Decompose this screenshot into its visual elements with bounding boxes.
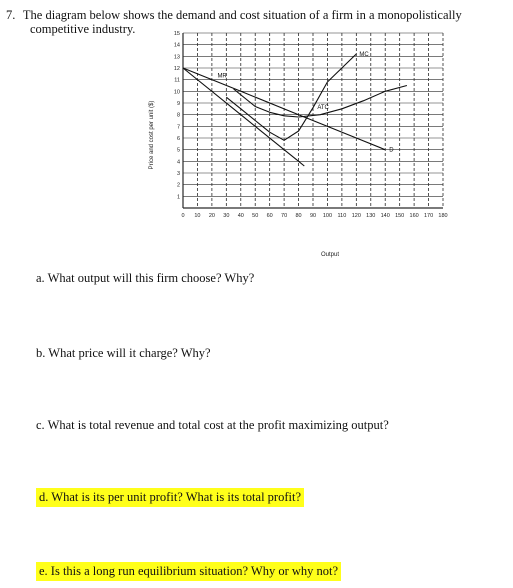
- question-b: b. What price will it charge? Why?: [36, 346, 211, 360]
- highlight-d: d. What is its per unit profit? What is its total profit?: [36, 488, 304, 507]
- x-tick-label: 40: [237, 213, 244, 219]
- x-tick-label: 90: [309, 213, 317, 219]
- y-tick-label: 10: [173, 89, 180, 96]
- x-tick-label: 80: [295, 213, 302, 219]
- series-label-mr: MR: [217, 73, 227, 80]
- x-tick-label: 70: [281, 213, 288, 219]
- x-tick-label: 140: [380, 213, 390, 219]
- question-a: a. What output will this firm choose? Why?: [36, 271, 255, 285]
- x-tick-label: 160: [409, 213, 419, 219]
- series-mr-line: [183, 68, 304, 166]
- y-tick-label: 4: [176, 159, 180, 166]
- x-tick-label: 120: [351, 213, 361, 219]
- x-tick-label: 180: [438, 213, 448, 219]
- y-tick-label: 5: [176, 147, 180, 154]
- y-tick-label: 15: [173, 31, 180, 37]
- x-axis-label: Output: [320, 252, 340, 258]
- y-tick-label: 7: [176, 124, 180, 131]
- y-tick-label: 11: [174, 77, 180, 84]
- x-tick-label: 50: [252, 213, 259, 219]
- x-tick-label: 170: [423, 213, 434, 219]
- y-tick-label: 1: [176, 194, 180, 201]
- question-d: [36, 490, 304, 504]
- x-tick-label: 20: [208, 213, 215, 219]
- y-axis-label: Price and cost per unit ($): [149, 100, 155, 170]
- question-text-line1: The diagram below shows the demand and cost situation of a firm in a monopolistically: [22, 8, 462, 22]
- series-label-mc: MC: [359, 52, 369, 58]
- y-tick-label: 12: [173, 66, 180, 72]
- series-label-atc: ATC: [317, 104, 329, 111]
- y-tick-label: 8: [176, 112, 180, 119]
- y-tick-label: 9: [176, 101, 180, 107]
- series-atc-line: [234, 86, 407, 118]
- chart-series: [183, 54, 407, 166]
- y-tick-label: 2: [176, 182, 180, 189]
- x-tick-label: 60: [266, 213, 273, 219]
- series-mc-line: [226, 54, 356, 140]
- x-tick-label: 130: [366, 213, 376, 219]
- y-tick-label: 14: [173, 42, 180, 49]
- question-c: c. What is total revenue and total cost at the profit maximizing output?: [36, 418, 389, 432]
- y-tick-label: 13: [173, 54, 180, 61]
- chart-tick-labels: [174, 31, 448, 219]
- question-e: [36, 564, 341, 578]
- x-tick-label: 100: [322, 213, 333, 219]
- y-tick-label: 3: [176, 171, 180, 177]
- y-tick-label: 6: [176, 136, 180, 142]
- x-tick-label: 150: [395, 213, 405, 219]
- series-label-d: D: [389, 147, 394, 154]
- question-number: 7.: [6, 8, 16, 22]
- x-tick-label: 30: [223, 213, 230, 219]
- question-text-line2: competitive industry.: [30, 22, 136, 36]
- x-tick-label: 0: [181, 213, 185, 219]
- highlight-e: e. Is this a long run equilibrium situation? Why or why not?: [36, 562, 341, 581]
- x-tick-label: 10: [194, 213, 201, 219]
- x-tick-label: 110: [337, 213, 347, 219]
